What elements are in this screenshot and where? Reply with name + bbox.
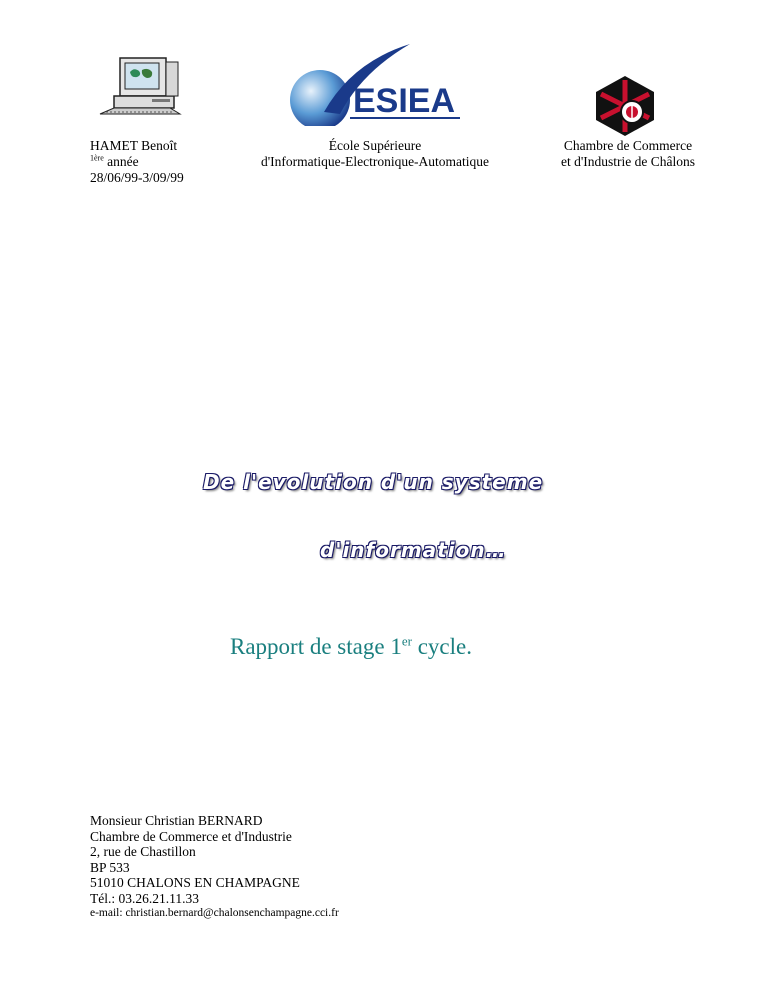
internship-dates: 28/06/99-3/09/99: [90, 170, 184, 185]
subtitle-superscript: er: [401, 633, 412, 649]
school-line-1: École Supérieure: [328, 138, 422, 153]
student-year: [90, 154, 184, 170]
cci-logo: [592, 74, 658, 138]
contact-line: Monsieur Christian BERNARD: [90, 813, 263, 828]
computer-icon: [94, 52, 186, 122]
contact-line: BP 533: [90, 859, 130, 875]
subtitle-text: Rapport de stage 1: [230, 634, 402, 659]
report-subtitle: [230, 634, 472, 660]
contact-line: Chambre de Commerce et d'Industrie: [90, 828, 292, 844]
report-title-line-2: d'information…: [320, 538, 507, 562]
contact-block: [90, 813, 339, 922]
contact-email[interactable]: e-mail: christian.bernard@chalonsenchampagne.cci.fr: [90, 907, 339, 919]
contact-line: Tél.: 03.26.21.11.33: [90, 890, 199, 906]
year-label: année: [107, 154, 139, 169]
contact-line: 51010 CHALONS EN CHAMPAGNE: [90, 875, 300, 890]
school-info: [230, 138, 520, 170]
esiea-logo-text: ESIEA: [353, 82, 456, 120]
chamber-line-2: et d'Industrie de Châlons: [560, 154, 696, 169]
contact-line: 2, rue de Chastillon: [90, 844, 196, 859]
report-title-line-1: De l'evolution d'un systeme: [203, 470, 544, 494]
esiea-logo: [282, 42, 462, 126]
student-name: HAMET Benoît: [90, 138, 178, 153]
school-line-2: d'Informatique-Electronique-Automatique: [260, 154, 490, 169]
year-superscript: 1ère: [90, 153, 104, 163]
subtitle-suffix: cycle.: [411, 634, 472, 659]
student-info: [90, 138, 184, 186]
chamber-line-1: Chambre de Commerce: [563, 138, 693, 153]
chamber-info: [528, 138, 728, 170]
